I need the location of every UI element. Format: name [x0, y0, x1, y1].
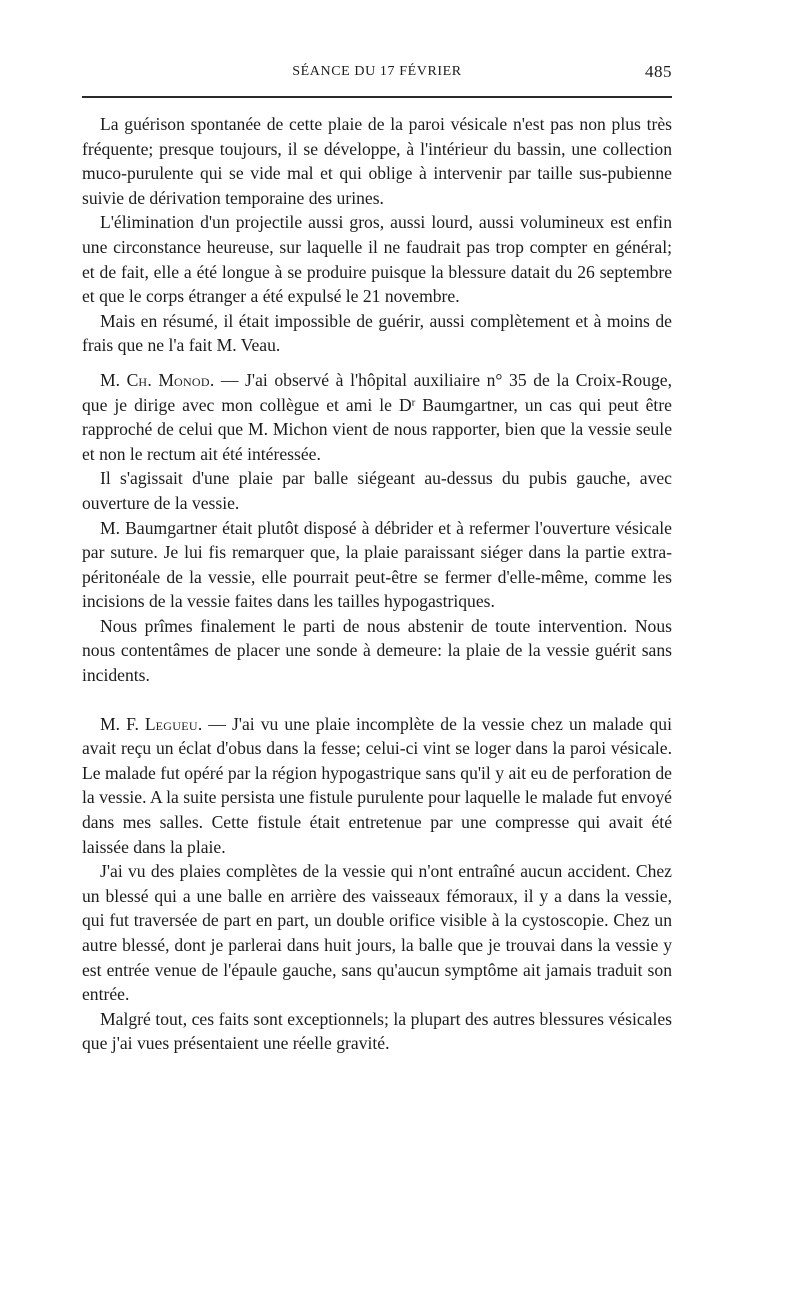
paragraph: L'élimination d'un projectile aussi gros, aussi lourd, aussi volumineux est enfin une circonstance heureuse, sur laquelle il ne faudrait pas trop compter en général; et de fait, elle a été longue à se produire puisque la blessure datait du 26 septembre et que le corps étranger a été expulsé le 21 novembre. [82, 212, 672, 307]
speaker-name: M. F. Legueu [100, 713, 198, 734]
paragraph: Il s'agissait d'une plaie par balle siégeant au-dessus du pubis gauche, avec ouverture de la vessie. [82, 468, 672, 513]
running-title: SÉANCE DU 17 FÉVRIER [292, 64, 462, 79]
paragraph: Nous prîmes finalement le parti de nous abstenir de toute intervention. Nous nous contentâmes de placer une sonde à demeure: la plaie de la vessie guérit sans incidents. [82, 615, 672, 686]
paragraph: La guérison spontanée de cette plaie de la paroi vésicale n'est pas non plus très fréquente; presque toujours, il se développe, à l'intérieur du bassin, une collection muco-purulente qui se vide mal et qui oblige à intervenir par taille sus-pubienne suivie de dérivation temporaine des urines. [82, 114, 672, 208]
page-number: 485 [645, 62, 672, 81]
body-text [82, 112, 672, 1056]
paragraph: J'ai vu des plaies complètes de la vessie qui n'ont entraîné aucun accident. Chez un blessé qui a une balle en arrière des vaisseaux fémoraux, il y a dans la vessie, qui fut traversée de part en part, un double orifice visible à la cystoscopie. Chez un autre blessé, dont je parlerai dans huit jours, la balle que je trouvai dans la vessie y est entrée venue de l'épaule gauche, sans qu'aucun symptôme ait jamais traduit son entrée. [82, 861, 672, 1005]
paragraph-gap [82, 688, 672, 712]
header-rule [82, 96, 672, 98]
paragraph-gap [82, 358, 672, 368]
running-head [82, 62, 672, 84]
speaker-name: M. Ch. Monod [100, 369, 210, 390]
paragraph: M. Baumgartner était plutôt disposé à débrider et à refermer l'ouverture vésicale par suture. Je lui fis remarquer que, la plaie paraissant siéger dans la partie extra-péritonéale de la vessie, elle pourrait peut-être se fermer d'elle-même, comme les incisions de la vessie faites dans les tailles hypogastriques. [82, 517, 672, 612]
paragraph-speaker-monod: M. Ch. Monod. — J'ai observé à l'hôpital auxiliaire n° 35 de la Croix-Rouge, que je dirige avec mon collègue et ami le $D^r$ Baumgartner, un cas qui peut être rapproché de celui que M. Michon vient de nous rapporter, bien que la vessie seule et non le rectum ait été intéressée. [82, 369, 672, 464]
paragraph: Mais en résumé, il était impossible de guérir, aussi complètement et à moins de frais que ne l'a fait M. Veau. [82, 310, 672, 356]
paragraph: Malgré tout, ces faits sont exceptionnels; la plupart des autres blessures vésicales que j'ai vues présentaient une réelle gravité. [82, 1008, 672, 1054]
paragraph-speaker-legueu: M. F. Legueu. — J'ai vu une plaie incomplète de la vessie chez un malade qui avait reçu un éclat d'obus dans la fesse; celui-ci vint se loger dans la paroi vésicale. Le malade fut opéré par la région hypogastrique sans qu'il y ait eu de perforation de la vessie. A la suite persista une fistule purulente pour laquelle le malade fut envoyé dans mes salles. Cette fistule était entretenue par une compresse qui avait été laissée dans la plaie. [82, 713, 672, 857]
